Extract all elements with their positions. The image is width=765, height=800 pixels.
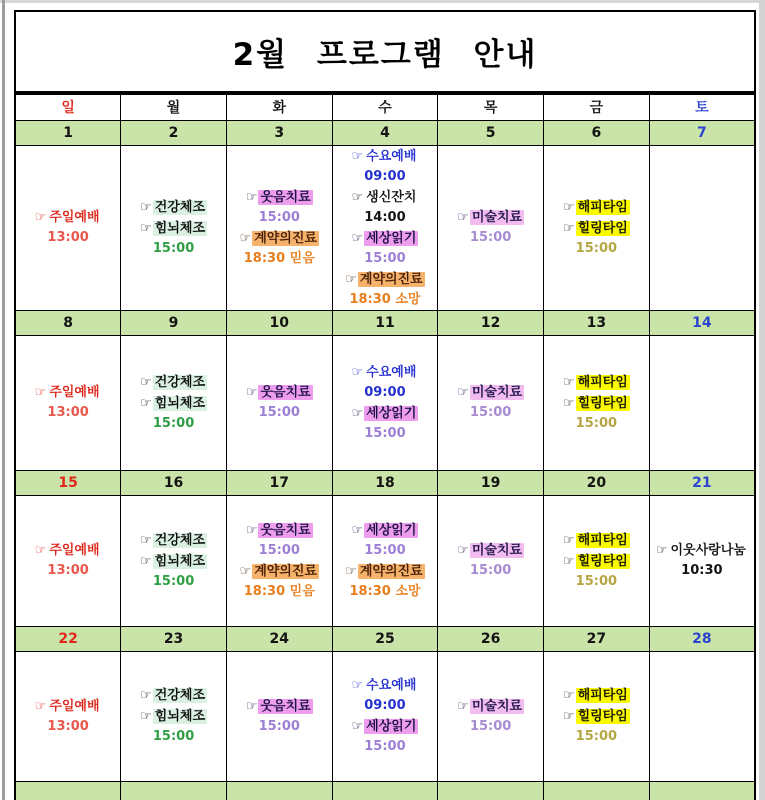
- pointer-hand-icon: ☞: [562, 553, 575, 569]
- day-cell-week4-col1: [15, 651, 121, 781]
- date-27: 27: [544, 626, 650, 651]
- program-entry: [333, 146, 438, 167]
- date-row-2: [15, 310, 755, 335]
- weekday-label-화: 화: [226, 94, 332, 120]
- program-time: 13:00: [47, 718, 89, 734]
- program-entry: [333, 716, 438, 737]
- date-13: 13: [544, 310, 650, 335]
- program-name: 힘뇌체조: [154, 395, 205, 411]
- bottom-green-cell: [121, 781, 227, 800]
- date-17: 17: [226, 470, 332, 495]
- program-entry: [121, 530, 226, 551]
- pointer-hand-icon: ☞: [457, 698, 469, 714]
- program-name: 수요예배: [366, 364, 417, 380]
- date-26: 26: [438, 626, 544, 651]
- pointer-hand-icon: ☞: [245, 698, 258, 714]
- date-15: 15: [15, 470, 121, 495]
- pointer-hand-icon: ☞: [140, 709, 152, 724]
- program-entry: [438, 382, 543, 403]
- pointer-hand-icon: ☞: [351, 148, 364, 164]
- program-entry: [544, 393, 649, 414]
- program-name: 웃음치료: [260, 698, 311, 714]
- day-cell-week4-col7: [649, 651, 755, 781]
- program-name: 세상읽기: [366, 522, 417, 538]
- program-time: 15:00: [469, 230, 512, 245]
- program-time: 15:00: [575, 240, 618, 256]
- pointer-hand-icon: ☞: [239, 230, 252, 246]
- program-entry: [227, 187, 332, 208]
- day-cell-week1-col5: [438, 145, 544, 310]
- pointer-hand-icon: ☞: [351, 719, 364, 734]
- program-time: 15:00: [469, 405, 512, 420]
- date-24: 24: [226, 626, 332, 651]
- pointer-hand-icon: ☞: [34, 385, 47, 400]
- program-time: 09:00: [364, 698, 406, 713]
- program-name: 해피타임: [577, 374, 628, 390]
- program-time: 09:00: [364, 384, 406, 400]
- bottom-green-cell: [332, 781, 438, 800]
- program-time: 18:30 믿음: [243, 583, 315, 599]
- pointer-hand-icon: ☞: [239, 563, 252, 579]
- program-entry: [16, 382, 120, 403]
- program-time: 15:00: [364, 739, 406, 754]
- program-name: 세상읽기: [366, 719, 417, 734]
- pointer-hand-icon: ☞: [140, 199, 152, 215]
- bottom-green-cell: [649, 781, 755, 800]
- program-time: 13:00: [47, 230, 89, 245]
- day-cell-week2-col1: [15, 335, 121, 470]
- day-cell-week1-col4: [332, 145, 438, 310]
- program-name: 힘뇌체조: [154, 709, 205, 724]
- pointer-hand-icon: ☞: [562, 374, 575, 390]
- program-entry: [121, 197, 226, 218]
- program-entry: [544, 218, 649, 239]
- date-row-3: [15, 470, 755, 495]
- program-time: 15:00: [364, 250, 406, 266]
- program-time: 15:00: [469, 718, 512, 734]
- day-cell-week3-col6: [544, 495, 650, 626]
- date-6: 6: [544, 120, 650, 145]
- date-5: 5: [438, 120, 544, 145]
- program-name: 이웃사랑나눔: [670, 543, 746, 558]
- program-time: 15:00: [152, 729, 195, 744]
- program-name: 세상읽기: [366, 405, 417, 421]
- program-name: 힐링타임: [577, 395, 628, 411]
- program-entry: [227, 561, 332, 582]
- program-entry: [333, 269, 438, 290]
- program-time: 15:00: [258, 209, 300, 225]
- program-time: 15:00: [364, 425, 406, 441]
- day-cell-week1-col2: [121, 145, 227, 310]
- program-entry: [121, 706, 226, 727]
- day-cell-week3-col2: [121, 495, 227, 626]
- program-time: 09:00: [364, 168, 406, 184]
- page-edge-left: [2, 0, 5, 800]
- program-entry: [16, 696, 120, 717]
- program-entry: [333, 187, 438, 208]
- bottom-green-cell: [544, 781, 650, 800]
- program-time: 15:00: [575, 729, 618, 744]
- day-cell-week2-col5: [438, 335, 544, 470]
- day-cell-week4-col3: [226, 651, 332, 781]
- weekday-header-row: [15, 94, 755, 120]
- program-time: 15:00: [152, 240, 195, 256]
- program-name: 미술치료: [471, 210, 523, 225]
- program-entry: [227, 696, 332, 717]
- bottom-green-cell: [226, 781, 332, 800]
- program-entry: [333, 675, 438, 696]
- day-cell-week4-col6: [544, 651, 650, 781]
- date-28: 28: [649, 626, 755, 651]
- pointer-hand-icon: ☞: [351, 189, 364, 205]
- program-name: 힘뇌체조: [154, 220, 205, 236]
- weekday-label-금: 금: [544, 94, 650, 120]
- day-cell-week4-col4: [332, 651, 438, 781]
- program-entry: [544, 685, 649, 706]
- program-entry: [333, 520, 438, 541]
- weekday-label-월: 월: [121, 94, 227, 120]
- program-name: 계약의진료: [359, 271, 423, 287]
- pointer-hand-icon: ☞: [655, 543, 668, 558]
- program-name: 웃음치료: [260, 189, 311, 205]
- page-title: 2월 프로그램 안내: [232, 37, 538, 73]
- pointer-hand-icon: ☞: [245, 189, 258, 205]
- program-name: 수요예배: [366, 678, 417, 693]
- date-20: 20: [544, 470, 650, 495]
- program-entry: [333, 561, 438, 582]
- program-name: 주일예배: [49, 543, 100, 558]
- program-name: 건강체조: [154, 532, 205, 548]
- program-name: 계약의진료: [254, 230, 317, 246]
- date-7: 7: [649, 120, 755, 145]
- program-time: 15:00: [469, 563, 512, 578]
- program-entry: [121, 218, 226, 239]
- weekday-label-목: 목: [438, 94, 544, 120]
- pointer-hand-icon: ☞: [351, 678, 364, 693]
- program-entry: [544, 372, 649, 393]
- pointer-hand-icon: ☞: [351, 522, 364, 538]
- date-4: 4: [332, 120, 438, 145]
- program-time: 15:00: [258, 405, 300, 420]
- pointer-hand-icon: ☞: [345, 563, 357, 579]
- program-entry: [227, 228, 332, 249]
- pointer-hand-icon: ☞: [245, 385, 258, 400]
- day-cell-week2-col3: [226, 335, 332, 470]
- date-21: 21: [649, 470, 755, 495]
- program-name: 해피타임: [577, 532, 628, 548]
- program-name: 건강체조: [154, 199, 205, 215]
- pointer-hand-icon: ☞: [562, 532, 575, 548]
- pointer-hand-icon: ☞: [457, 210, 469, 225]
- date-1: 1: [15, 120, 121, 145]
- day-cell-week4-col5: [438, 651, 544, 781]
- day-cell-week2-col6: [544, 335, 650, 470]
- date-23: 23: [121, 626, 227, 651]
- pointer-hand-icon: ☞: [245, 522, 258, 538]
- program-name: 주일예배: [49, 698, 100, 714]
- program-time: 13:00: [47, 405, 89, 420]
- pointer-hand-icon: ☞: [562, 395, 575, 411]
- program-name: 해피타임: [577, 688, 628, 703]
- program-name: 수요예배: [366, 148, 417, 164]
- day-cell-week4-col2: [121, 651, 227, 781]
- program-entry: [333, 403, 438, 424]
- pointer-hand-icon: ☞: [140, 220, 152, 236]
- weekday-label-일: 일: [15, 94, 121, 120]
- program-name: 세상읽기: [366, 230, 417, 246]
- day-cell-week3-col5: [438, 495, 544, 626]
- program-time: 18:30 믿음: [243, 250, 315, 266]
- program-name: 미술치료: [471, 385, 523, 400]
- calendar-title-box: [14, 10, 756, 93]
- program-name: 건강체조: [154, 688, 205, 703]
- day-cell-week2-col4: [332, 335, 438, 470]
- program-entry: [438, 540, 543, 561]
- date-11: 11: [332, 310, 438, 335]
- date-3: 3: [226, 120, 332, 145]
- program-entry: [16, 207, 120, 228]
- program-time: 15:00: [575, 573, 618, 589]
- pointer-hand-icon: ☞: [34, 210, 47, 225]
- program-entry: [227, 382, 332, 403]
- date-12: 12: [438, 310, 544, 335]
- date-9: 9: [121, 310, 227, 335]
- program-time: 15:00: [258, 718, 300, 734]
- program-time: 15:00: [364, 542, 406, 558]
- day-cell-week2-col2: [121, 335, 227, 470]
- date-22: 22: [15, 626, 121, 651]
- program-entry: [650, 540, 754, 561]
- date-16: 16: [121, 470, 227, 495]
- program-name: 웃음치료: [260, 522, 311, 538]
- program-entry: [544, 551, 649, 572]
- content-row-2: [15, 335, 755, 470]
- program-name: 주일예배: [49, 210, 100, 225]
- date-row-1: [15, 120, 755, 145]
- date-2: 2: [121, 120, 227, 145]
- program-name: 계약의진료: [254, 563, 317, 579]
- calendar-table: [14, 93, 756, 800]
- page-edge-right: [759, 0, 765, 800]
- program-entry: [544, 197, 649, 218]
- pointer-hand-icon: ☞: [140, 553, 152, 569]
- program-time: 10:30: [681, 563, 723, 578]
- program-name: 힐링타임: [577, 709, 628, 724]
- day-cell-week3-col1: [15, 495, 121, 626]
- day-cell-week3-col7: [649, 495, 755, 626]
- program-name: 주일예배: [49, 385, 100, 400]
- program-entry: [544, 530, 649, 551]
- program-name: 미술치료: [471, 698, 523, 714]
- day-cell-week3-col3: [226, 495, 332, 626]
- day-cell-week2-col7: [649, 335, 755, 470]
- program-name: 힐링타임: [577, 220, 628, 236]
- program-time: 18:30 소망: [349, 583, 421, 599]
- program-name: 계약의진료: [359, 563, 423, 579]
- program-entry: [438, 207, 543, 228]
- program-name: 미술치료: [471, 543, 523, 558]
- program-entry: [121, 372, 226, 393]
- program-name: 힘뇌체조: [154, 553, 205, 569]
- pointer-hand-icon: ☞: [351, 364, 364, 380]
- program-time: 15:00: [258, 542, 300, 558]
- bottom-green-cell: [438, 781, 544, 800]
- program-entry: [333, 362, 438, 383]
- weekday-label-수: 수: [332, 94, 438, 120]
- pointer-hand-icon: ☞: [140, 532, 152, 548]
- weekday-label-토: 토: [649, 94, 755, 120]
- date-18: 18: [332, 470, 438, 495]
- date-10: 10: [226, 310, 332, 335]
- day-cell-week3-col4: [332, 495, 438, 626]
- pointer-hand-icon: ☞: [562, 688, 575, 703]
- program-entry: [544, 706, 649, 727]
- date-8: 8: [15, 310, 121, 335]
- pointer-hand-icon: ☞: [562, 220, 575, 236]
- pointer-hand-icon: ☞: [457, 543, 469, 558]
- program-name: 힐링타임: [577, 553, 628, 569]
- program-time: 15:00: [152, 573, 195, 589]
- program-time: 14:00: [364, 209, 406, 225]
- program-name: 해피타임: [577, 199, 628, 215]
- program-time: 15:00: [152, 415, 195, 431]
- program-time: 15:00: [575, 415, 618, 431]
- program-entry: [227, 520, 332, 541]
- pointer-hand-icon: ☞: [562, 199, 575, 215]
- pointer-hand-icon: ☞: [345, 271, 357, 287]
- pointer-hand-icon: ☞: [351, 405, 364, 421]
- day-cell-week1-col7: [649, 145, 755, 310]
- day-cell-week1-col1: [15, 145, 121, 310]
- program-time: 18:30 소망: [349, 291, 421, 307]
- pointer-hand-icon: ☞: [562, 709, 575, 724]
- program-entry: [438, 696, 543, 717]
- pointer-hand-icon: ☞: [34, 698, 47, 714]
- content-row-3: [15, 495, 755, 626]
- content-row-4: [15, 651, 755, 781]
- program-entry: [16, 540, 120, 561]
- date-14: 14: [649, 310, 755, 335]
- program-name: 건강체조: [154, 374, 205, 390]
- pointer-hand-icon: ☞: [140, 395, 152, 411]
- pointer-hand-icon: ☞: [457, 385, 469, 400]
- program-entry: [121, 685, 226, 706]
- page-edge-top: [0, 0, 765, 3]
- date-row-4: [15, 626, 755, 651]
- date-19: 19: [438, 470, 544, 495]
- day-cell-week1-col6: [544, 145, 650, 310]
- pointer-hand-icon: ☞: [140, 688, 152, 703]
- program-name: 웃음치료: [260, 385, 311, 400]
- bottom-green-row: [15, 781, 755, 800]
- program-name: 생신잔치: [366, 189, 417, 205]
- day-cell-week1-col3: [226, 145, 332, 310]
- content-row-1: [15, 145, 755, 310]
- date-25: 25: [332, 626, 438, 651]
- bottom-green-cell: [15, 781, 121, 800]
- program-time: 13:00: [47, 563, 89, 578]
- pointer-hand-icon: ☞: [140, 374, 152, 390]
- pointer-hand-icon: ☞: [351, 230, 364, 246]
- program-entry: [121, 551, 226, 572]
- pointer-hand-icon: ☞: [34, 543, 47, 558]
- program-entry: [121, 393, 226, 414]
- program-entry: [333, 228, 438, 249]
